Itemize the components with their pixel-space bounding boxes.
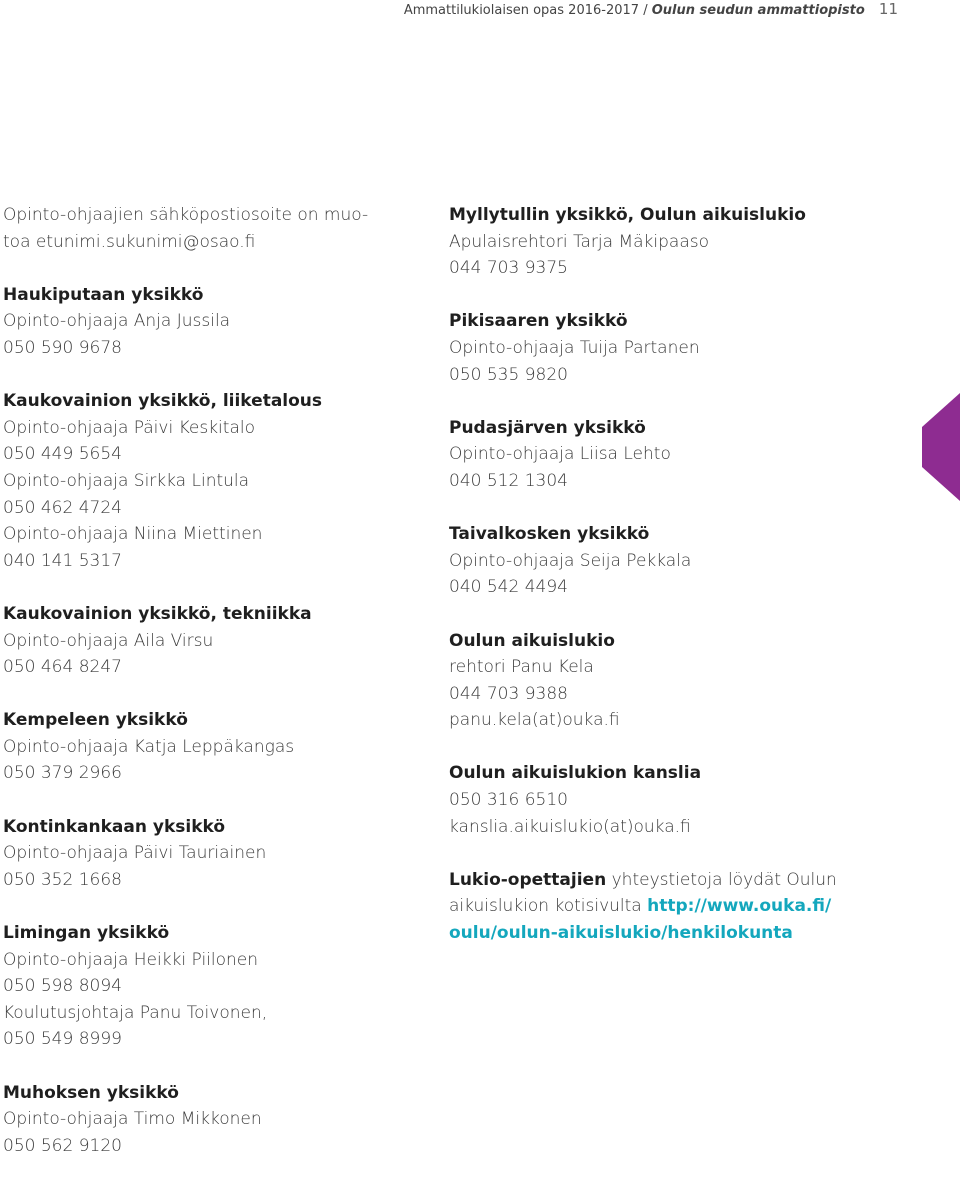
unit-title: Kontinkankaan yksikkö	[3, 816, 226, 837]
note-text: yhteystietoja löydät Oulun	[606, 869, 837, 890]
phone-number: 050 379 2966	[3, 763, 122, 784]
running-header	[0, 0, 898, 18]
contact-line: Opinto-ohjaaja Heikki Piilonen	[3, 949, 259, 970]
unit-block-aikuislukio-kanslia	[449, 760, 869, 840]
left-column	[3, 202, 423, 1186]
contact-line: Opinto-ohjaaja Tuija Partanen	[449, 337, 700, 358]
unit-block-kaukovainio-tekniikka	[3, 601, 423, 681]
unit-block-pikisaari	[449, 308, 869, 388]
phone-number: 050 562 9120	[3, 1135, 122, 1156]
phone-number: 050 535 9820	[449, 364, 568, 385]
contact-line: Koulutusjohtaja Panu Toivonen,	[3, 1002, 268, 1023]
unit-title: Myllytullin yksikkö, Oulun aikuislukio	[449, 205, 806, 225]
unit-block-kontinkangas	[3, 814, 423, 894]
note-text: aikuislukion kotisivulta	[449, 896, 648, 917]
unit-block-kaukovainio-liiketalous	[3, 388, 423, 574]
phone-number: 050 549 8999	[3, 1029, 122, 1050]
homepage-link-continued[interactable]: oulu/oulun-aikuislukio/henkilokunta	[449, 923, 793, 944]
unit-block-muhos	[3, 1080, 423, 1160]
unit-title: Oulun aikuislukion kanslia	[449, 763, 702, 784]
email-intro	[3, 202, 423, 255]
organization-name: Oulun seudun ammattiopisto	[651, 3, 865, 18]
contact-line: Opinto-ohjaaja Seija Pekkala	[449, 550, 692, 571]
phone-number: 040 512 1304	[449, 470, 568, 491]
unit-block-oulun-aikuislukio	[449, 628, 869, 734]
contact-line: Opinto-ohjaaja Sirkka Lintula	[3, 470, 250, 491]
contact-line: Opinto-ohjaaja Liisa Lehto	[449, 444, 671, 465]
contact-line: Opinto-ohjaaja Anja Jussila	[3, 311, 231, 332]
unit-title: Taivalkosken yksikkö	[449, 524, 650, 545]
contact-line: rehtori Panu Kela	[449, 657, 594, 678]
note-line	[449, 893, 869, 920]
unit-title: Kaukovainion yksikkö, liiketalous	[3, 391, 323, 412]
header-separator: /	[643, 3, 648, 18]
unit-title: Kempeleen yksikkö	[3, 710, 188, 731]
contact-line: Apulaisrehtori Tarja Mäkipaaso	[449, 231, 710, 252]
note-line	[449, 867, 869, 894]
unit-block-myllytulli	[449, 202, 869, 282]
page-number: 11	[878, 0, 898, 18]
intro-line: toa etunimi.sukunimi@osao.fi	[3, 231, 256, 252]
phone-number: 050 598 8094	[3, 976, 122, 997]
unit-title: Haukiputaan yksikkö	[3, 284, 204, 305]
phone-number: 050 449 5654	[3, 444, 122, 465]
email-address: kanslia.aikuislukio(at)ouka.fi	[449, 816, 691, 837]
phone-number: 044 703 9388	[449, 683, 568, 704]
phone-number: 050 352 1668	[3, 869, 122, 890]
contact-line: Opinto-ohjaaja Katja Leppäkangas	[3, 736, 295, 757]
unit-title: Limingan yksikkö	[3, 923, 170, 944]
intro-line: Opinto-ohjaajien sähköpostiosoite on muo-	[3, 205, 369, 225]
purple-accent-tab	[922, 393, 960, 501]
note-line	[449, 920, 869, 947]
phone-number: 050 590 9678	[3, 337, 122, 358]
contact-line: Opinto-ohjaaja Aila Virsu	[3, 630, 214, 651]
contact-line: Opinto-ohjaaja Niina Miettinen	[3, 524, 263, 545]
unit-block-pudasjarvi	[449, 415, 869, 495]
phone-number: 050 316 6510	[449, 790, 568, 811]
contact-line: Opinto-ohjaaja Timo Mikkonen	[3, 1109, 262, 1130]
unit-title: Kaukovainion yksikkö, tekniikka	[3, 603, 312, 624]
right-column	[449, 202, 869, 973]
phone-number: 044 703 9375	[449, 258, 568, 279]
unit-block-kempele	[3, 707, 423, 787]
unit-block-haukiputaa	[3, 282, 423, 362]
unit-block-taivalkoski	[449, 521, 869, 601]
homepage-link[interactable]: http://www.ouka.fi/	[647, 896, 832, 917]
unit-title: Oulun aikuislukio	[449, 630, 615, 651]
phone-number: 050 464 8247	[3, 657, 122, 678]
teachers-contact-note	[449, 867, 869, 947]
unit-title: Pudasjärven yksikkö	[449, 417, 646, 438]
email-address: panu.kela(at)ouka.fi	[449, 710, 620, 731]
phone-number: 040 542 4494	[449, 577, 568, 598]
note-bold-lead: Lukio-opettajien	[449, 869, 607, 890]
phone-number: 050 462 4724	[3, 497, 122, 518]
unit-title: Muhoksen yksikkö	[3, 1082, 179, 1103]
unit-block-liminka	[3, 920, 423, 1053]
unit-title: Pikisaaren yksikkö	[449, 311, 628, 332]
publication-title: Ammattilukiolaisen opas 2016-2017	[403, 3, 640, 18]
phone-number: 040 141 5317	[3, 550, 122, 571]
contact-line: Opinto-ohjaaja Päivi Tauriainen	[3, 843, 267, 864]
contact-line: Opinto-ohjaaja Päivi Keskitalo	[3, 417, 255, 438]
